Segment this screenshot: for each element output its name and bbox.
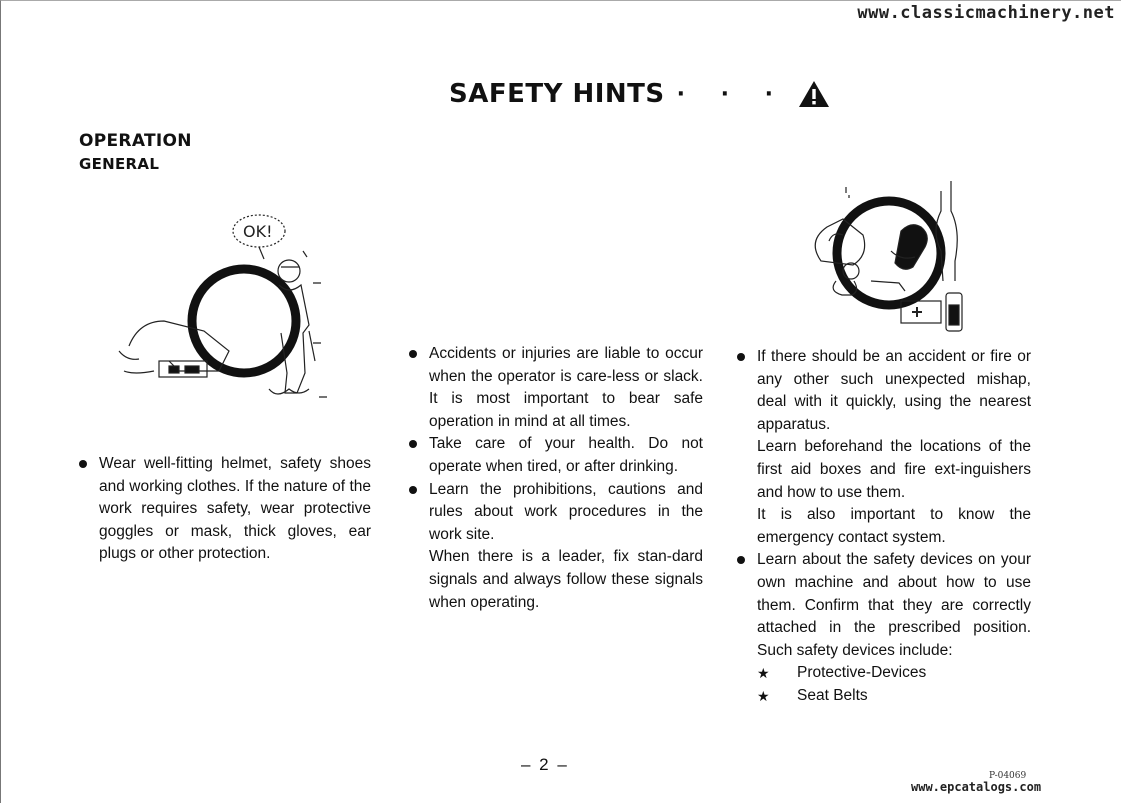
list-item: [737, 549, 1031, 662]
title-dots: · · ·: [676, 81, 788, 107]
page-number: – 2 –: [521, 755, 569, 774]
bullet-continuation: Learn beforehand the locations of the first aid boxes and fire ext-inguishers and how to use them.: [757, 438, 1031, 501]
protective-gear-illustration: [109, 211, 339, 411]
list-item: [409, 433, 703, 478]
section-heading-operation: OPERATION: [79, 131, 192, 151]
star-icon: ★: [757, 687, 770, 704]
watermark-bottom: www.epcatalogs.com: [911, 780, 1042, 794]
star-item-label: Protective-Devices: [797, 664, 927, 682]
column-2: [409, 343, 703, 614]
page-title: [449, 79, 831, 109]
column-1: [79, 453, 371, 566]
bullet-text: Accidents or injuries are liable to occur when the operator is care-less or slack. It is most important to bear safe operation in mind at all times.: [429, 345, 703, 430]
bullet-text: Wear well-fitting helmet, safety shoes and working clothes. If the nature of the work requires safety, wear protective goggles or mask, thick gloves, ear plugs or other protection.: [99, 455, 371, 563]
emergency-equipment-illustration: [801, 181, 981, 336]
bullet-icon: [409, 440, 417, 448]
list-item: [409, 479, 703, 547]
speech-bubble-text: OK!: [243, 222, 273, 241]
watermark-top: www.classicmachinery.net: [857, 3, 1115, 23]
warning-triangle-icon: [797, 79, 831, 109]
bullet-text: Learn about the safety devices on your own machine and about how to use them. Confirm that they are correctly attached in the prescribed position. Such safety devices include:: [757, 551, 1031, 659]
figure-code: P-04069: [989, 771, 1027, 781]
list-item: [757, 685, 1031, 708]
subsection-heading-general: GENERAL: [79, 155, 160, 173]
bullet-icon: [737, 353, 745, 361]
list-item: [409, 343, 703, 433]
title-text: SAFETY HINTS: [449, 79, 665, 109]
bullet-icon: [409, 350, 417, 358]
bullet-continuation: It is also important to know the emergency contact system.: [757, 506, 1031, 546]
star-item-label: Seat Belts: [797, 686, 868, 704]
bullet-text: Take care of your health. Do not operate when tired, or after drinking.: [429, 435, 703, 475]
bullet-icon: [737, 556, 745, 564]
list-item: [79, 453, 371, 566]
bullet-text: Learn the prohibitions, cautions and rules about work procedures in the work site.: [429, 480, 703, 543]
list-item: [737, 346, 1031, 436]
bullet-text: If there should be an accident or fire or any other such unexpected mishap, deal with it quickly, using the nearest apparatus.: [757, 348, 1031, 433]
column-3: [737, 346, 1031, 708]
list-item: [757, 662, 1031, 685]
bullet-icon: [409, 486, 417, 494]
bullet-icon: [79, 460, 87, 468]
bullet-continuation: When there is a leader, fix stan-dard signals and always follow these signals when operating.: [429, 548, 703, 611]
star-icon: ★: [757, 665, 770, 682]
